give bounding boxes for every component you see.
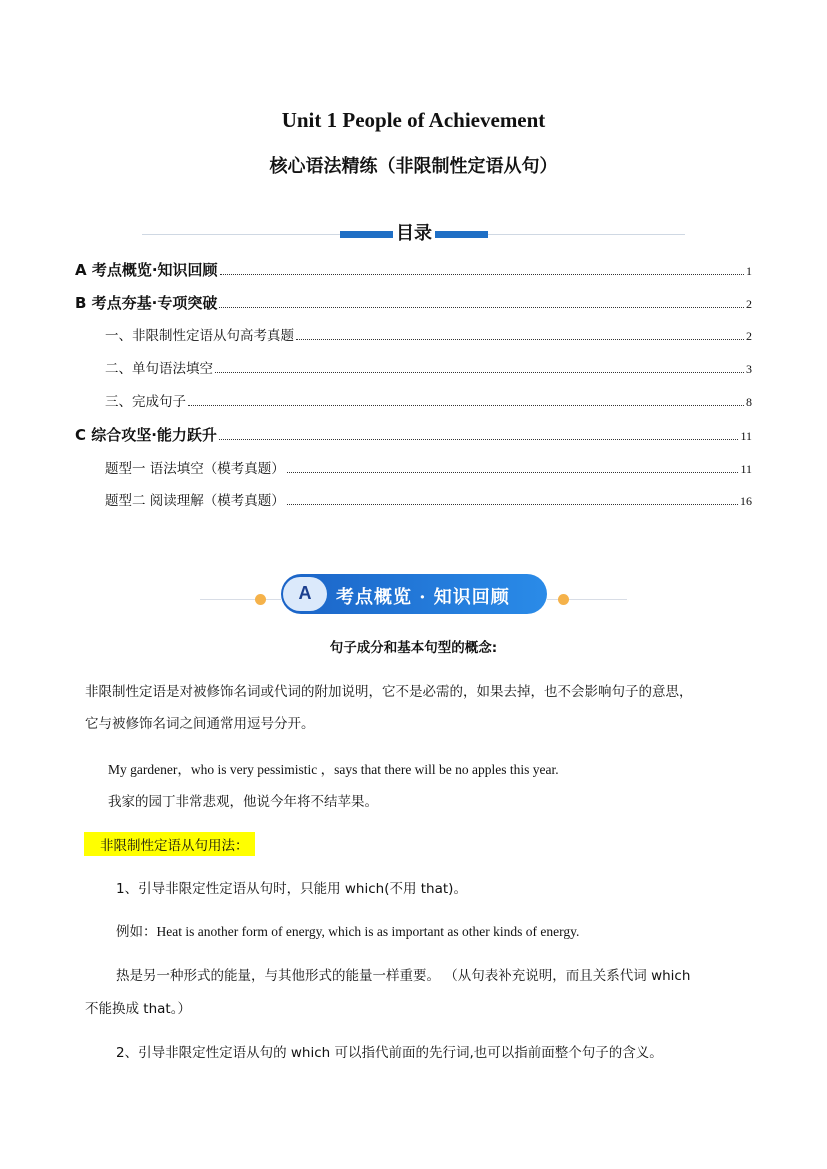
toc-item-label: 二、单句语法填空 xyxy=(105,361,213,377)
toc-item[interactable] xyxy=(105,492,752,510)
toc-item-label: C 综合攻坚·能力跃升 xyxy=(75,426,217,444)
toc-item-label: B 考点夯基·专项突破 xyxy=(75,294,218,312)
toc-leader-dots xyxy=(219,307,744,308)
banner-right-dot xyxy=(558,594,569,605)
toc-left-bar xyxy=(340,231,393,238)
toc-item-page: 2 xyxy=(746,297,752,311)
toc-item[interactable] xyxy=(75,426,752,445)
rule-1-translation-line-2: 不能换成 that。） xyxy=(85,1001,191,1017)
rule-2: 2、引导非限定性定语从句的 which 可以指代前面的先行词,也可以指前面整个句子的含义。 xyxy=(116,1045,663,1061)
toc-item[interactable] xyxy=(105,360,752,378)
document-subtitle: 核心语法精练（非限制性定语从句） xyxy=(269,156,558,177)
rule-1-example: 例如：Heat is another form of energy, which is as important as other kinds of energy. xyxy=(116,924,580,939)
toc-item-label: 三、完成句子 xyxy=(105,394,186,410)
toc-item-page: 3 xyxy=(746,362,752,376)
toc-item-page: 11 xyxy=(740,462,752,476)
document-title: Unit 1 People of Achievement xyxy=(281,108,546,132)
section-letter: A xyxy=(298,583,312,603)
rule-1: 1、引导非限定性定语从句时，只能用 which(不用 that)。 xyxy=(116,881,467,897)
banner-left-line xyxy=(200,599,281,600)
toc-item-label: 题型二 阅读理解（模考真题） xyxy=(105,493,285,509)
toc-leader-dots xyxy=(296,339,744,340)
toc-leader-dots xyxy=(219,439,739,440)
toc-item[interactable] xyxy=(75,294,752,313)
intro-paragraph-line-2: 它与被修饰名词之间通常用逗号分开。 xyxy=(85,716,315,732)
rule-1-translation-line-1: 热是另一种形式的能量，与其他形式的能量一样重要。 （从句表补充说明，而且关系代词 which xyxy=(116,968,691,984)
section-banner-title: 考点概览 · 知识回顾 xyxy=(336,587,510,608)
toc-leader-dots xyxy=(287,472,739,473)
content-heading: 句子成分和基本句型的概念: xyxy=(329,640,498,656)
toc-leader-dots xyxy=(215,372,744,373)
example-sentence-english: My gardener，who is very pessimistic ，says that there will be no apples this year. xyxy=(108,762,559,777)
toc-leader-dots xyxy=(287,504,738,505)
toc-item-label: 题型一 语法填空（模考真题） xyxy=(105,461,285,477)
toc-item[interactable] xyxy=(75,261,752,280)
toc-right-bar xyxy=(435,231,488,238)
toc-item[interactable] xyxy=(105,327,752,345)
toc-item-label: A 考点概览·知识回顾 xyxy=(75,261,218,279)
toc-item-label: 一、非限制性定语从句高考真题 xyxy=(105,328,294,344)
toc-leader-dots xyxy=(220,274,744,275)
intro-paragraph-line-1: 非限制性定语是对被修饰名词或代词的附加说明，它不是必需的，如果去掉，也不会影响句子的意思， xyxy=(85,684,693,700)
toc-leader-dots xyxy=(188,405,744,406)
example-sentence-chinese: 我家的园丁非常悲观，他说今年将不结苹果。 xyxy=(108,794,378,810)
toc-item[interactable] xyxy=(105,393,752,411)
toc-item-page: 8 xyxy=(746,395,752,409)
toc-heading: 目录 xyxy=(393,219,435,245)
toc-item-page: 11 xyxy=(740,429,752,443)
toc-item-page: 2 xyxy=(746,329,752,343)
toc-item[interactable] xyxy=(105,460,752,478)
usage-highlight-label: 非限制性定语从句用法： xyxy=(84,832,255,856)
toc-item-page: 1 xyxy=(746,264,752,278)
banner-left-dot xyxy=(255,594,266,605)
toc-item-page: 16 xyxy=(740,494,752,508)
